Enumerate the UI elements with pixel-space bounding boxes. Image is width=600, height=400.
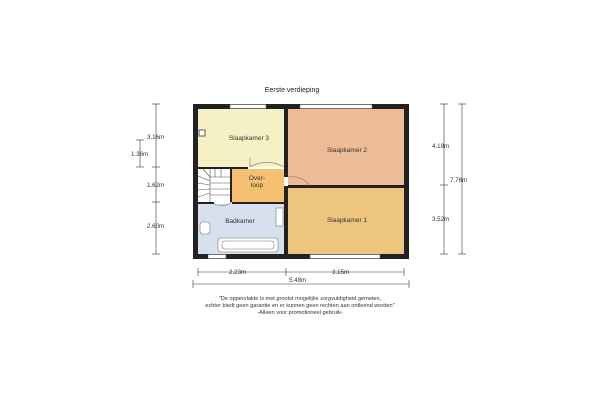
dim-bottom-right: 3.15m [332, 269, 350, 276]
label-slaapkamer-1: Slaapkamer 1 [326, 217, 368, 224]
left-dimensions [136, 104, 160, 254]
dim-left-bottom: 2.60m [147, 223, 165, 230]
label-slaapkamer-3: Slaapkamer 3 [228, 135, 270, 142]
dim-left-inner: 1.36m [131, 151, 149, 158]
dim-right-total: 7.76m [450, 177, 468, 184]
label-overloop-2: loop [250, 182, 264, 189]
sink [276, 208, 283, 226]
dim-left-top: 3.16m [147, 134, 165, 141]
dim-right-bottom: 3.52m [432, 216, 450, 223]
disclaimer-line-3: -Alleen voor promotioneel gebruik- [257, 310, 343, 316]
disclaimer-line-1: "De oppervlakte is met grootst mogelijke zorgvuldigheid gemeten, [218, 296, 382, 302]
dim-left-mid: 1.62m [147, 182, 165, 189]
dim-right-top: 4.18m [432, 143, 450, 150]
label-badkamer: Badkamer [225, 218, 255, 225]
dim-bottom-total: 5.48m [289, 277, 307, 284]
label-slaapkamer-2: Slaapkamer 2 [326, 147, 368, 154]
floor-title: Eerste verdieping [264, 87, 320, 94]
disclaimer-line-2: echter biedt geen garantie en er kunnen geen rechten aan ontleend worden" [205, 303, 395, 309]
room-stairs [198, 169, 230, 202]
toilet [200, 222, 210, 234]
dim-bottom-left: 2.23m [229, 269, 247, 276]
chimney-icon [199, 130, 205, 136]
label-overloop-1: Over- [248, 175, 266, 182]
